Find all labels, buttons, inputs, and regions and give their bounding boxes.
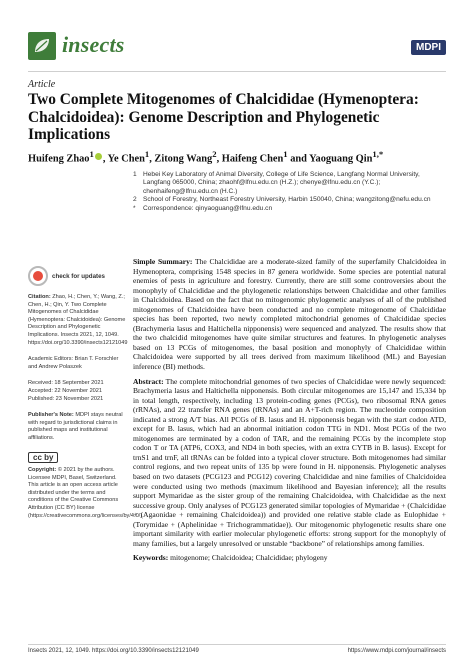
author-name[interactable]: Zitong Wang <box>154 153 213 165</box>
keywords <box>133 553 446 563</box>
affiliations <box>133 171 443 213</box>
affiliation-item <box>133 171 443 196</box>
simple-summary-text: The Chalcididae are a moderate-sized family of the superfamily Chalcidoidea in Hymenoptera, comprising 1548 species in 87 genera worldwide. Some species are potential natural enemies of pests in agriculture and forestry. Currently, there are still some controversies about the monophyly of Chalcididae and the phylogenetic relationships between Chalcididae and other families in Chalcidoidea. Based on the fact that no mitogenomic phylogenetic analyses of all of the published mitogenomes of Chalcidoidea have been conducted and no complete mitogenome of Chalcididae species has been reported, two newly completed mitochondrial genomes of Chalcididae species (Brachymeria lasus and Haltichella nipponensis) were sequenced and analyzed. The results show that the two chalcidid mitogenomes have quite similar structures and features. In phylogenetic analyses based on 13 PCGs of mitogenomes, the basal position and monophyly of Chalcididae within Chalcidoidea were supported by all trees derived from maximum likelihood (ML) and Bayesian inference (BI) methods. <box>133 257 446 372</box>
publisher-logo: MDPI <box>411 40 446 55</box>
author-name[interactable]: Haifeng Chen <box>221 153 284 165</box>
received-date: Received: 18 September 2021 <box>28 380 104 387</box>
publisher-note-text: MDPI stays neutral with regard to jurisdictional claims in published maps and institutional affiliations. <box>28 412 123 441</box>
article-sidebar <box>28 266 144 529</box>
article-type: Article <box>28 79 56 90</box>
affiliation-mark: * <box>133 204 136 212</box>
simple-summary <box>133 257 446 372</box>
affiliation-mark: 1 <box>133 171 137 178</box>
author-name[interactable]: Ye Chen <box>107 153 145 165</box>
dates-block <box>28 380 126 403</box>
abstract-text: The complete mitochondrial genomes of two species of Chalcididae were newly sequenced: Brachymeria lasus and Haltichella nipponensis. Both circular mitogenomes are 15,147 and 15,334 bp in total length, respectively, including 13 protein-coding genes (PCGs), two ribosomal RNA genes (rRNAs), and 22 transfer RNA genes (tRNAs) and an A+T-rich region. The nucleotide composition indicated a strong A/T bias. All PCGs of B. lasus and H. nipponensis began with the start codon ATD, except for B. lasus, which had an abnormal initiation codon TTG in ND1. Most PCGs of the two mitogenomes are terminated by a codon of TAR, and the remaining PCGs by the incomplete stop codon T or TA (ATP6, COX3, and ND4 in both species, with an extra CYTB in B. lasus). Except for trnS1 and trnF, all tRNAs can be folded into a typical clover structure. Both mitogenomes had similar control regions, and two repeat units of 135 bp were found in H. nipponensis. Phylogenetic analyses based on two datasets (PCG123 and PCG12) covering Chalcididae and nine families of Chalcidoidea were conducted using two methods (maximum likelihood and Bayesian inference); all the results support Mymaridae as the sister group of the remaining Chalcidoidea, with Chalcididae as the next successive group. Only analyses of PCG123 generated similar topologies of Mymaridae + (Chalcididae + (Agaonidae + remaining Chalcidoidea)) and provided one relative stable clade as Eulophidae + (Torymidae + (Aphelinidae + Trichogrammatidae)). Our mitogenomic phylogenetic results share one important similarity with earlier molecular phylogenetic efforts: strong support for the monophyly of many families, but a largely unresolved or unstable “backbone” of relationships among families. <box>133 376 446 548</box>
author-name[interactable]: Yaoguang Qin <box>309 153 373 165</box>
author-list: Huifeng Zhao$^1$ , Ye Chen$^1$, Zitong Wang$^2$, Haifeng Chen$^1$ and Yaoguang Qin$^{1,*}$ <box>28 149 384 165</box>
keywords-text: mitogenome; Chalcidoidea; Chalcididae; phylogeny <box>170 553 328 563</box>
author-affiliation-mark: 1 <box>89 149 94 159</box>
citation-label: Citation: <box>28 294 51 300</box>
published-date: Published: 23 November 2021 <box>28 395 104 402</box>
citation-text[interactable]: Zhao, H.; Chen, Y.; Wang, Z.; Chen, H.; Qin, Y. Two Complete Mitogenomes of Chalcididae (Hymenoptera: Chalcidoidea): Genome Description and Phylogenetic Implications. Insects 2021, 12, 1049. https://doi.org/10.3390/insects12121049 <box>28 294 128 346</box>
footer-divider <box>28 644 446 645</box>
affiliation-item <box>133 205 443 213</box>
citation-block <box>28 294 126 347</box>
affiliation-item <box>133 196 443 204</box>
main-column <box>133 257 446 568</box>
author-affiliation-mark: 1 <box>144 149 150 159</box>
author-affiliation-mark: 2 <box>212 149 217 159</box>
copyright-text: © 2021 by the authors. Licensee MDPI, Basel, Switzerland. This article is an open access article distributed under the terms and conditions of the Creative Commons Attribution (CC BY) license (https://creativecommons.org/licenses/by/4.0/). <box>28 467 144 519</box>
simple-summary-label: Simple Summary: <box>133 257 193 266</box>
editors: Academic Editors: Brian T. Forschler and Andrew Polaszek <box>28 356 119 370</box>
abstract-label: Abstract: <box>133 376 164 386</box>
leaf-icon <box>28 32 56 60</box>
author-name[interactable]: Huifeng Zhao <box>28 153 90 165</box>
affiliation-text: Correspondence: qinyaoguang@lfnu.edu.cn <box>143 204 273 212</box>
footer-citation[interactable]: Insects 2021, 12, 1049. https://doi.org/10.3390/insects12121049 <box>28 648 199 654</box>
check-updates-icon <box>28 266 48 286</box>
publisher-note <box>28 412 126 442</box>
header-divider <box>28 71 446 72</box>
affiliation-text: School of Forestry, Northeast Forestry University, Harbin 150040, China; wangzitong@nefu.edu.cn <box>143 196 431 204</box>
journal-logo-icon <box>28 32 56 60</box>
abstract <box>133 377 446 549</box>
author-affiliation-mark: 1 <box>283 149 288 159</box>
affiliation-mark: 2 <box>133 196 137 204</box>
journal-name: insects <box>62 32 125 57</box>
footer-journal-link[interactable]: https://www.mdpi.com/journal/insects <box>347 648 446 654</box>
copyright-label: Copyright: <box>28 467 57 474</box>
article-title: Two Complete Mitogenomes of Chalcididae (Hymenoptera: Chalcidoidea): Genome Description and Phylogenetic Implications <box>28 91 419 143</box>
check-updates-button[interactable] <box>28 266 126 286</box>
affiliation-text: Hebei Key Laboratory of Animal Diversity, College of Life Science, Langfang Normal University, Langfang 065000, China; zhaohf@lfnu.edu.cn (H.Z.); chenye@lfnu.edu.cn (Y.C.); chenhaifeng@lfnu.edu.cn (H.C.) <box>143 171 420 195</box>
author-affiliation-mark: 1,* <box>372 149 384 159</box>
publisher-note-label: Publisher's Note: <box>28 412 74 419</box>
accepted-date: Accepted: 22 November 2021 <box>28 387 103 394</box>
cc-by-license-icon[interactable]: cc by <box>28 452 58 464</box>
orcid-icon[interactable] <box>95 153 102 160</box>
keywords-label: Keywords: <box>133 553 169 563</box>
copyright-block <box>28 467 144 520</box>
check-updates-label: check for updates <box>52 272 105 280</box>
